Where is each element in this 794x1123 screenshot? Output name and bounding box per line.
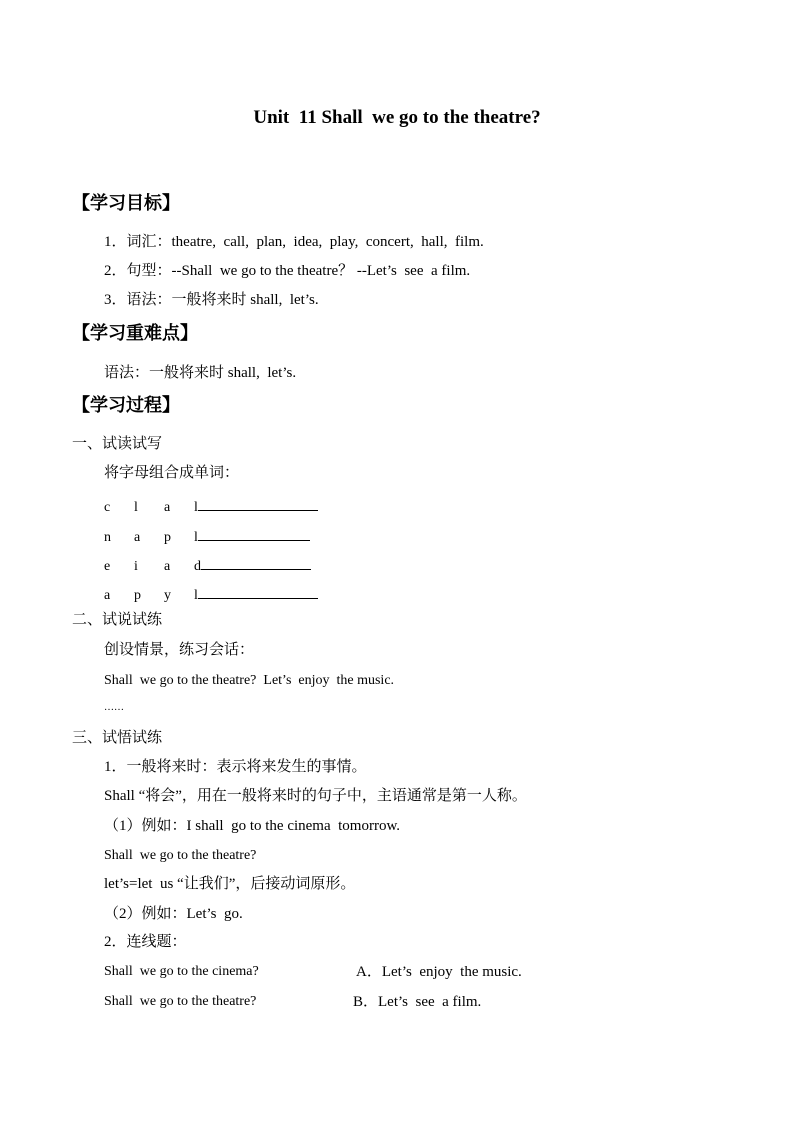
letter: c [104, 500, 111, 515]
process-heading: 【学习过程】 [72, 395, 180, 415]
matching-question: Shall we go to the theatre? [104, 994, 257, 1009]
part2-example: Shall we go to the theatre? Let’s enjoy the music. [104, 673, 395, 688]
letter: a [164, 500, 171, 515]
matching-answer: A．Let’s enjoy the music. [356, 964, 522, 980]
part3-line: Shall “将会”，用在一般将来时的句子中，主语通常是第一人称。 [104, 788, 527, 804]
key-point-text: 语法：一般将来时 shall, let’s. [104, 365, 297, 381]
letter: y [164, 588, 171, 603]
part1-instruction: 将字母组合成单词： [104, 465, 240, 481]
letter-row [104, 556, 311, 574]
letter: l [134, 500, 138, 515]
part3-heading: 三、试悟试练 [72, 730, 163, 746]
part2-heading: 二、试说试练 [72, 612, 163, 628]
matching-answer: B．Let’s see a film. [353, 994, 482, 1010]
letter-row [104, 585, 318, 603]
goal-grammar: 3．语法：一般将来时 shall, let’s. [104, 292, 319, 308]
answer-blank[interactable] [198, 585, 318, 599]
part3-line: （2）例如：Let’s go. [104, 906, 243, 922]
letter: e [104, 559, 111, 574]
letter: a [104, 588, 111, 603]
part2-instruction: 创设情景，练习会话： [104, 642, 255, 658]
part2-ellipsis: …… [104, 702, 124, 713]
part3-line: 1．一般将来时：表示将来发生的事情。 [104, 759, 367, 775]
part3-line: Shall we go to the theatre? [104, 848, 257, 863]
letter: a [164, 559, 171, 574]
answer-blank[interactable] [198, 497, 318, 511]
part3-line: 2．连线题： [104, 934, 187, 950]
letter: n [104, 530, 111, 545]
goals-heading: 【学习目标】 [72, 193, 180, 213]
goal-vocabulary: 1．词汇：theatre, call, plan, idea, play, concert, hall, film. [104, 234, 484, 250]
key-points-heading: 【学习重难点】 [72, 323, 198, 343]
letter: d [194, 559, 201, 574]
letter-row [104, 527, 310, 545]
letter: l [194, 500, 198, 515]
letter: l [194, 530, 198, 545]
letter: l [194, 588, 198, 603]
letter: i [134, 559, 138, 574]
part3-line: （1）例如：I shall go to the cinema tomorrow. [104, 818, 401, 834]
letter: a [134, 530, 141, 545]
letter: p [164, 530, 171, 545]
answer-blank[interactable] [201, 556, 311, 570]
answer-blank[interactable] [198, 527, 310, 541]
letter: p [134, 588, 141, 603]
part1-heading: 一、试读试写 [72, 436, 163, 452]
page-title: Unit 11 Shall we go to the theatre? [253, 107, 541, 128]
part3-line: let’s=let us “让我们”，后接动词原形。 [104, 876, 356, 892]
goal-sentence-pattern: 2．句型：--Shall we go to the theatre？ --Let’s see a film. [104, 263, 471, 279]
matching-question: Shall we go to the cinema? [104, 964, 259, 979]
letter-row [104, 497, 318, 515]
